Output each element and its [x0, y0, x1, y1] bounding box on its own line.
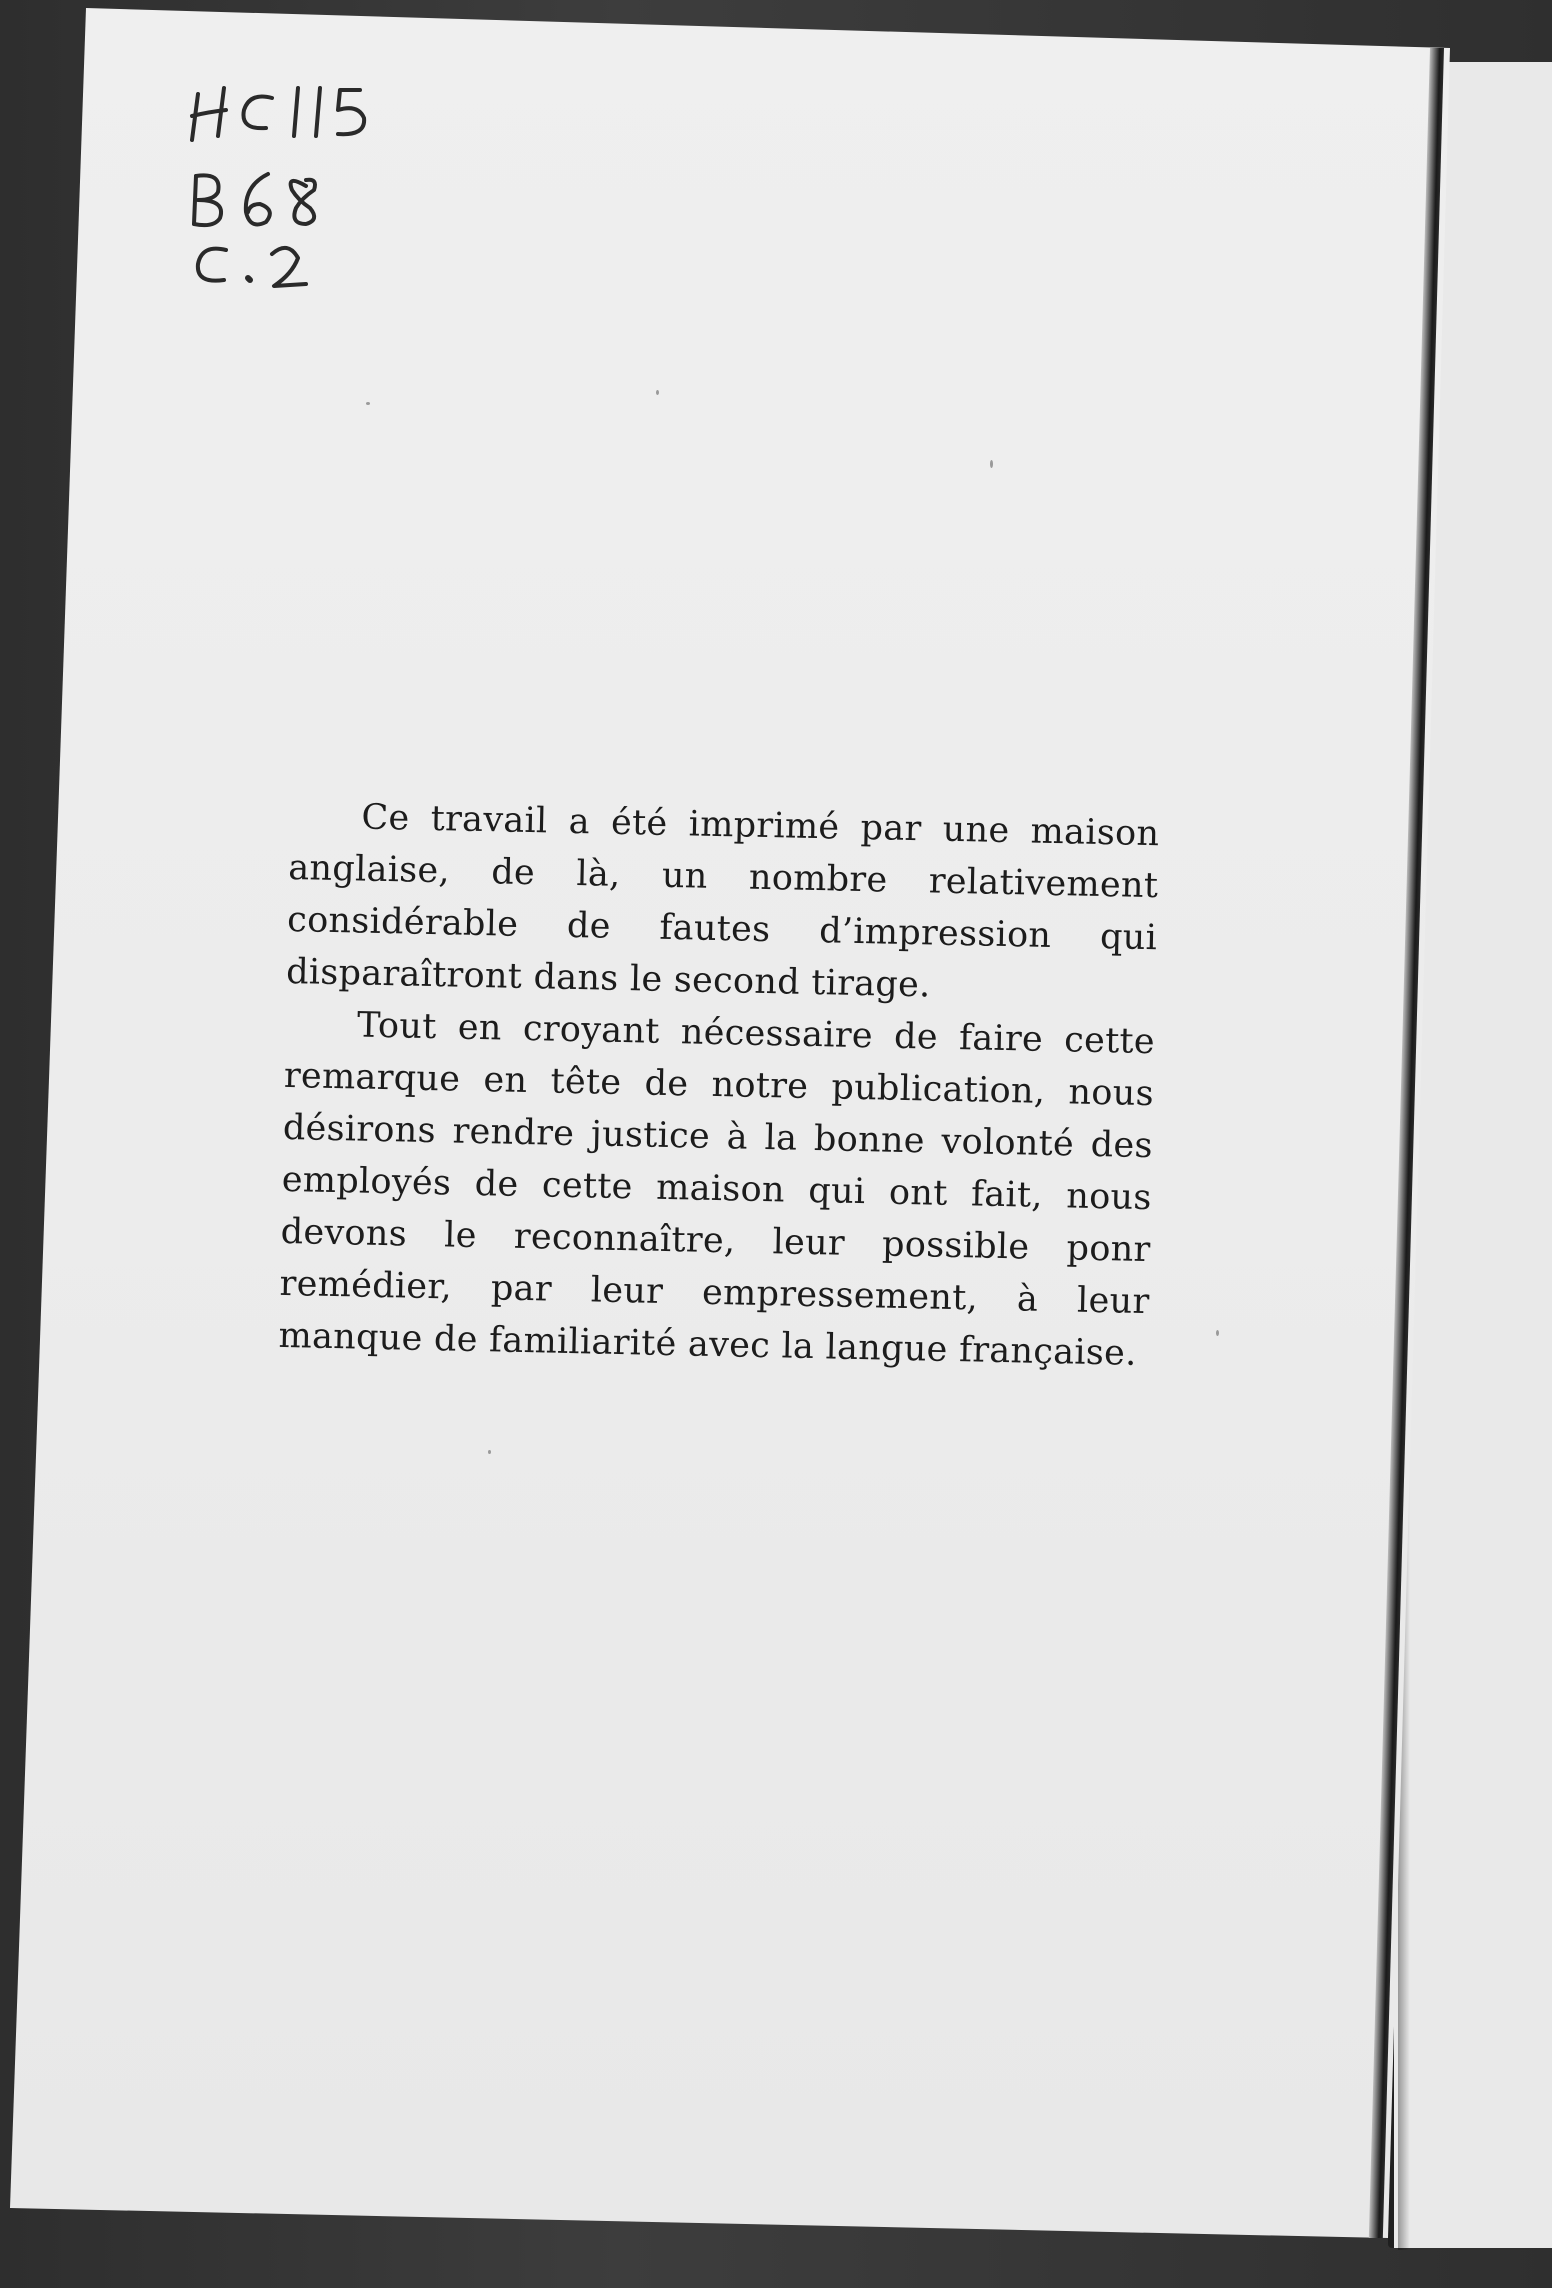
notice-paragraph-2: Tout en croyant nécessaire de faire cette remarque en tête de notre publication, nous désirons rendre justice à la bonne volonté des employés de cette maison qui ont fait, nous devons le reconnaître, leur possible ponr remédier, par leur empressement, à leur manque de familiarité avec la langue française. [278, 1005, 1156, 1374]
dust-speck [366, 402, 370, 405]
handwritten-call-number [188, 74, 448, 314]
dust-speck [656, 390, 659, 395]
dust-speck [990, 460, 993, 468]
dust-speck [488, 1450, 491, 1454]
notice-paragraph-1: Ce travail a été imprimé par une maison anglaise, de là, un nombre relativement considérable de fautes d’impression qui disparaîtront dans le second tirage. [285, 797, 1160, 1006]
call-number-handwriting [188, 74, 448, 314]
printed-notice [278, 790, 1160, 1380]
dust-speck [1216, 1330, 1219, 1336]
